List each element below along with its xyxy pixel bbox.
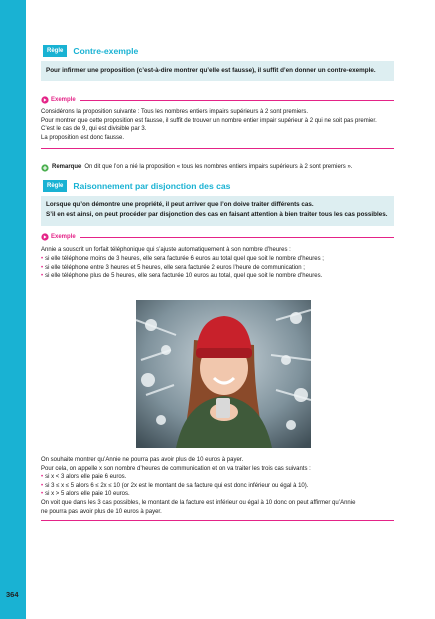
remark-text: On dit que l’on a nié la proposition « tous les nombres entiers impairs supérieurs à 2 sont premiers ». <box>84 164 353 171</box>
example-line: Considérons la proposition suivante : Tous les nombres entiers impairs supérieurs à 2 sont premiers. <box>41 109 309 115</box>
example-end-line <box>41 520 394 521</box>
example-line: On souhaite montrer qu’Annie ne pourra pas avoir plus de 10 euros à payer. <box>41 457 244 463</box>
section-heading-contre-exemple <box>41 44 394 58</box>
bullet: • <box>41 273 44 280</box>
example-rule-line <box>80 100 394 101</box>
list-item: • si elle téléphone moins de 3 heures, elle sera facturée 6 euros au total quel que soit le nombre d’heures ; <box>41 255 324 262</box>
example-rule-line <box>80 237 394 238</box>
regle-tag: Règle <box>43 180 67 192</box>
regle-tag: Règle <box>43 45 67 57</box>
bullet: • <box>41 491 44 498</box>
rule-text: Pour infirmer une proposition (c’est-à-dire montrer qu’elle est fausse), il suffit d’en donner un contre-exemple. <box>46 67 376 74</box>
case-item: • si x < 3 alors elle paie 6 euros. <box>41 474 127 481</box>
woman-with-phone-image <box>136 300 311 448</box>
conclusion-line: On voit que dans les 3 cas possibles, le montant de la facture est inférieur ou égal à 10 donc on peut affirmer qu’Annie <box>41 499 356 506</box>
page-content <box>41 44 394 281</box>
rule-box <box>41 61 394 81</box>
rule-line: S’il en est ainsi, on peut procéder par disjonction des cas en faisant attention à bien traiter tous les cas possibles. <box>46 211 388 219</box>
example-line: Pour montrer que cette proposition est fausse, il suffit de trouver un nombre entier impair supérieur à 2 qui ne soit pas premier. <box>41 117 377 124</box>
rule-box <box>41 196 394 226</box>
section-title: Contre-exemple <box>73 46 139 56</box>
example-label: Exemple <box>51 97 76 103</box>
section-heading-disjonction <box>41 179 394 193</box>
remark <box>41 163 394 172</box>
bullet: • <box>41 255 44 262</box>
example-arrow-icon <box>41 233 49 241</box>
example-line: C’est le cas de 9, qui est divisible par 3. <box>41 126 147 133</box>
section-title: Raisonnement par disjonction des cas <box>73 181 231 192</box>
page-number: 364 <box>6 590 19 599</box>
example-label: Exemple <box>51 234 76 241</box>
example-arrow-icon <box>41 96 49 104</box>
example-intro: Annie a souscrit un forfait téléphonique qui s’ajuste automatiquement à son nombre d’heures : <box>41 247 291 254</box>
example-body <box>41 246 394 280</box>
list-item: • si elle téléphone plus de 5 heures, elle sera facturée 10 euros au total, quel que soit le nombre d’heures. <box>41 273 323 280</box>
example-body <box>41 108 394 142</box>
conclusion-line: ne pourra pas avoir plus de 10 euros à payer. <box>41 508 162 515</box>
side-color-strip <box>0 0 26 619</box>
example-line: La proposition est donc fausse. <box>41 134 125 141</box>
example-header <box>41 95 394 105</box>
remark-label: Remarque <box>52 164 82 171</box>
example-continuation <box>41 456 394 521</box>
case-item: • si 3 ≤ x ≤ 5 alors 6 ≤ 2x ≤ 10 (or 2x est le montant de sa facture qui est donc inférieur ou égal à 10). <box>41 482 309 489</box>
list-item: • si elle téléphone entre 3 heures et 5 heures, elle sera facturée 2 euros l’heure de communication ; <box>41 264 305 271</box>
example-end-line <box>41 148 394 149</box>
example-line: Pour cela, on appelle x son nombre d’heures de communication et on va traiter les trois cas suivants : <box>41 465 311 472</box>
rule-line: Lorsque qu’on démontre une propriété, il peut arriver que l’on doive traiter différents cas. <box>46 201 314 209</box>
example-header <box>41 232 394 242</box>
bullet: • <box>41 264 44 271</box>
remark-plus-icon <box>41 164 49 172</box>
illustration-photo <box>136 300 311 448</box>
case-item: • si x > 5 alors elle paie 10 euros. <box>41 491 130 498</box>
bullet: • <box>41 474 44 481</box>
bullet: • <box>41 482 44 489</box>
